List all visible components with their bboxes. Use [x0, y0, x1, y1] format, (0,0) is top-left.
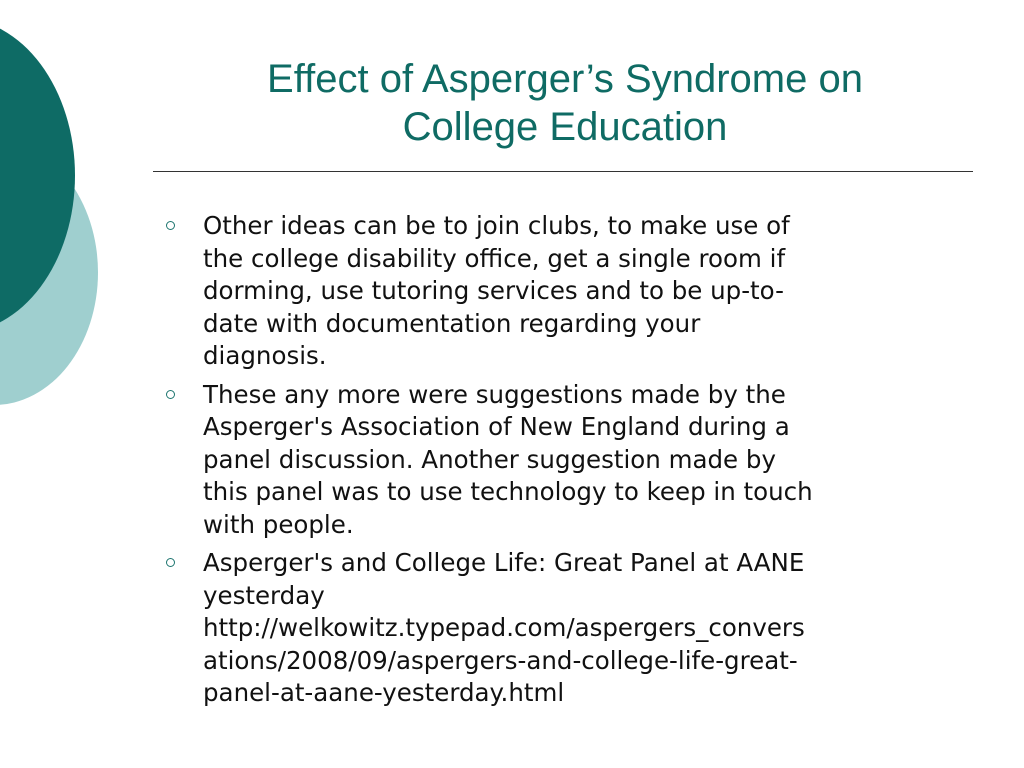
hollow-circle-bullet-icon [166, 390, 175, 399]
bullet-text-line: with people. [203, 509, 354, 539]
bullet-text-line: Other ideas can be to join clubs, to make use of [203, 211, 790, 240]
bullet-text-line: Asperger's Association of New England during a [203, 412, 790, 441]
bullet-list [160, 210, 960, 716]
slide-title [200, 55, 930, 151]
bullet-text-line: These any more were suggestions made by the [203, 379, 786, 409]
title-divider [153, 171, 973, 172]
reference-url-line: ations/2008/09/aspergers-and-college-life-great- [203, 645, 798, 675]
bullet-text-line: this panel was to use technology to keep in touch [203, 477, 813, 506]
reference-url-line: http://welkowitz.typepad.com/aspergers_convers [203, 613, 805, 642]
reference-url-line: panel-at-aane-yesterday.html [203, 678, 565, 707]
bullet-text-line: date with documentation regarding your [203, 308, 701, 338]
bullet-text-line: the college disability office, get a single room if [203, 243, 786, 273]
slide-title-line: College Education [402, 105, 728, 149]
hollow-circle-bullet-icon [166, 558, 175, 567]
hollow-circle-bullet-icon [166, 221, 175, 230]
slide-title-line: Effect of Asperger’s Syndrome on [267, 57, 863, 101]
bullet-text-line: diagnosis. [203, 341, 327, 370]
bullet-item [160, 210, 960, 373]
bullet-text-line: yesterday [203, 580, 325, 610]
bullet-text-line: Asperger's and College Life: Great Panel at AANE [203, 548, 805, 577]
bullet-item [160, 547, 960, 710]
bullet-text-line: dorming, use tutoring services and to be up-to- [203, 276, 784, 305]
bullet-item [160, 379, 960, 542]
bullet-text-line: panel discussion. Another suggestion made by [203, 444, 776, 474]
